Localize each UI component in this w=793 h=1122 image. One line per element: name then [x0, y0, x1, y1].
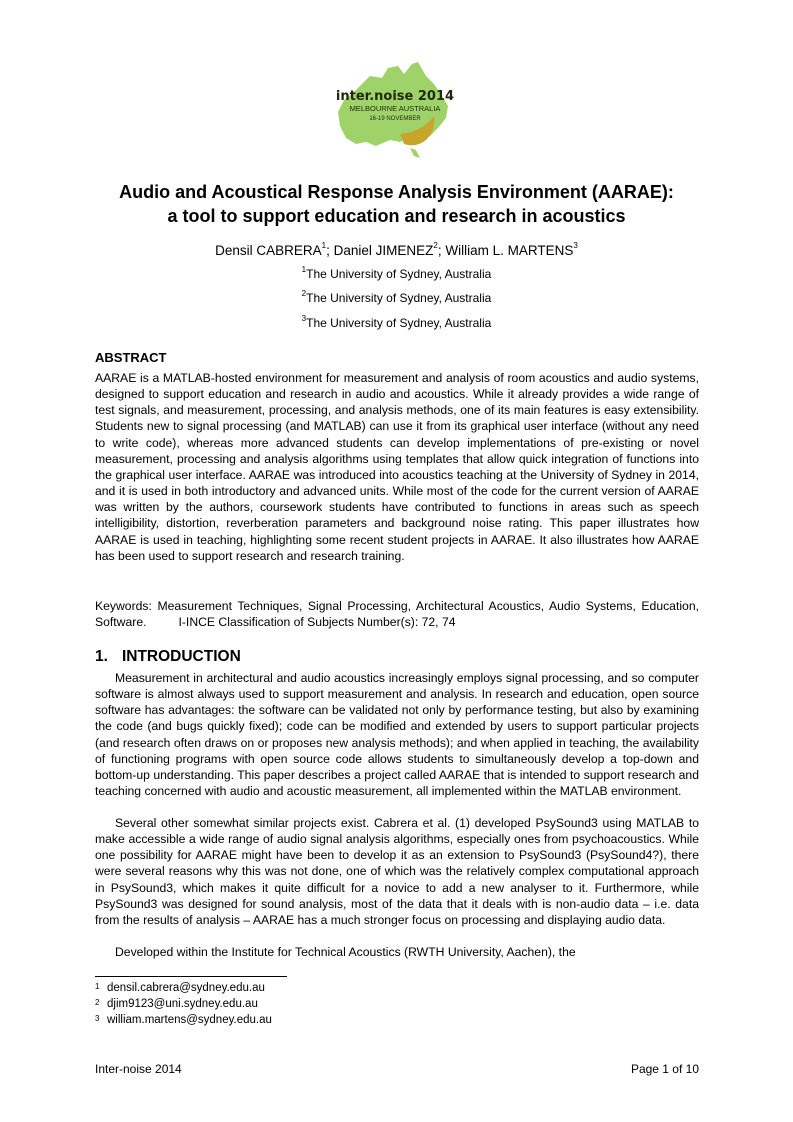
title-line-2: a tool to support education and research in acoustics	[167, 206, 626, 226]
body-paragraph: Developed within the Institute for Technical Acoustics (RWTH University, Aachen), the	[115, 945, 576, 959]
affiliation-mark: 1	[301, 265, 307, 274]
affiliation	[0, 267, 793, 281]
footnote	[95, 1014, 272, 1026]
footnote	[95, 998, 258, 1010]
affiliation-mark: 2	[301, 289, 307, 298]
author-name: Daniel JIMENEZ	[333, 243, 434, 258]
abstract-heading: ABSTRACT	[95, 350, 167, 365]
classification-text: I-INCE Classification of Subjects Number(s): 72, 74	[178, 615, 456, 630]
affiliation-text: The University of Sydney, Australia	[306, 291, 492, 305]
paper-title	[60, 180, 733, 228]
logo-location: MELBOURNE AUSTRALIA	[349, 104, 441, 113]
author-mark: 3	[573, 241, 578, 250]
footnote-mark: 2	[95, 998, 100, 1007]
footnote-mark: 3	[95, 1014, 100, 1023]
section-heading	[95, 648, 241, 666]
affiliation-text: The University of Sydney, Australia	[306, 267, 492, 281]
footnote-email[interactable]: djim9123@uni.sydney.edu.au	[107, 998, 258, 1010]
footnote-email[interactable]: densil.cabrera@sydney.edu.au	[107, 982, 265, 994]
footnote-mark: 1	[95, 982, 100, 991]
affiliation	[0, 291, 793, 305]
footnote-email[interactable]: william.martens@sydney.edu.au	[107, 1014, 272, 1026]
keywords	[95, 598, 699, 630]
affiliation-text: The University of Sydney, Australia	[306, 316, 492, 330]
conference-logo	[330, 60, 460, 165]
author-list	[0, 243, 793, 258]
footnote-divider	[95, 976, 287, 977]
affiliation	[0, 316, 793, 330]
page-number: Page 1 of 10	[630, 1062, 699, 1076]
author-separator: ;	[437, 243, 446, 258]
author-separator: ;	[326, 243, 334, 258]
affiliation-mark: 3	[301, 314, 307, 323]
author-mark: 2	[433, 241, 438, 250]
section-number: 1.	[95, 648, 108, 665]
body-paragraph: Several other somewhat similar projects exist. Cabrera et al. (1) developed PsySound3 using MATLAB to make accessible a wide range of audio signal analysis algorithms, especially ones from psychoacoustics. While one possibility for AARAE might have been to develop it as an extension to PsySound3 (PsySound4?), there were several reasons why this was not done, one of which was the relatively complex computational approach in PsySound3, which makes it quite difficult for a novice to add a new analyser to it. Furthermore, while PsySound3 was designed for sound analysis, most of the data that it deals with is non-audio data – i.e. data from the results of analysis – AARAE has a much stronger focus on processing and displaying audio data.	[95, 816, 699, 927]
author-name: Densil CABRERA	[215, 243, 322, 258]
author-mark: 1	[321, 241, 327, 250]
abstract-text: AARAE is a MATLAB-hosted environment for measurement and analysis of room acoustics and audio systems, designed to support education and research in audio and acoustics. While it already provides a wide range of test signals, and measurement, processing, and analysis methods, one of its main features is easy extensibility. Students new to signal processing (and MATLAB) can use it from its graphical user interface (without any need to write code), whereas more advanced students can develop implementations of pre-existing or novel measurement, processing and analysis algorithms using templates that allow quick integration of functions into the graphical user interface. AARAE was introduced into acoustics teaching at the University of Sydney in 2014, and it is used in both introductory and advanced units. While most of the code for the current version of AARAE was written by the authors, coursework students have contributed to functions in areas such as speech intelligibility, distortion, reverberation parameters and background noise rating. This paper illustrates how AARAE is used in teaching, highlighting some recent student projects in AARAE. It also illustrates how AARAE has been used to support research and research training.	[95, 371, 699, 563]
keywords-text: Keywords: Measurement Techniques, Signal Processing, Architectural Acoustics, Audio Systems, Education, Software.	[95, 599, 699, 630]
author-name: William L. MARTENS	[445, 243, 574, 258]
footer-conference: Inter-noise 2014	[95, 1062, 182, 1076]
logo-name: inter.noise 2014	[335, 89, 455, 104]
section-title: INTRODUCTION	[121, 648, 241, 665]
footnote	[95, 982, 265, 994]
title-line-1: Audio and Acoustical Response Analysis Environment (AARAE):	[119, 182, 674, 202]
logo-dates: 16-19 NOVEMBER	[369, 116, 421, 122]
body-paragraph: Measurement in architectural and audio acoustics increasingly employs signal processing, and so computer software is almost always used to support measurement and analysis. In research and education, open source software has advantages: the software can be validated not only by performance testing, but also by examining the code (and bugs quickly fixed); code can be modified and extended by users to support particular projects (and research often draws on or proposes new analysis methods); and when applied in teaching, the availability of functioning programs with open source code allows students to simultaneously develop a top-down and bottom-up understanding. This paper describes a project called AARAE that is intended to support research and teaching concerned with audio and acoustic measurement, all implemented within the MATLAB environment.	[95, 671, 699, 799]
